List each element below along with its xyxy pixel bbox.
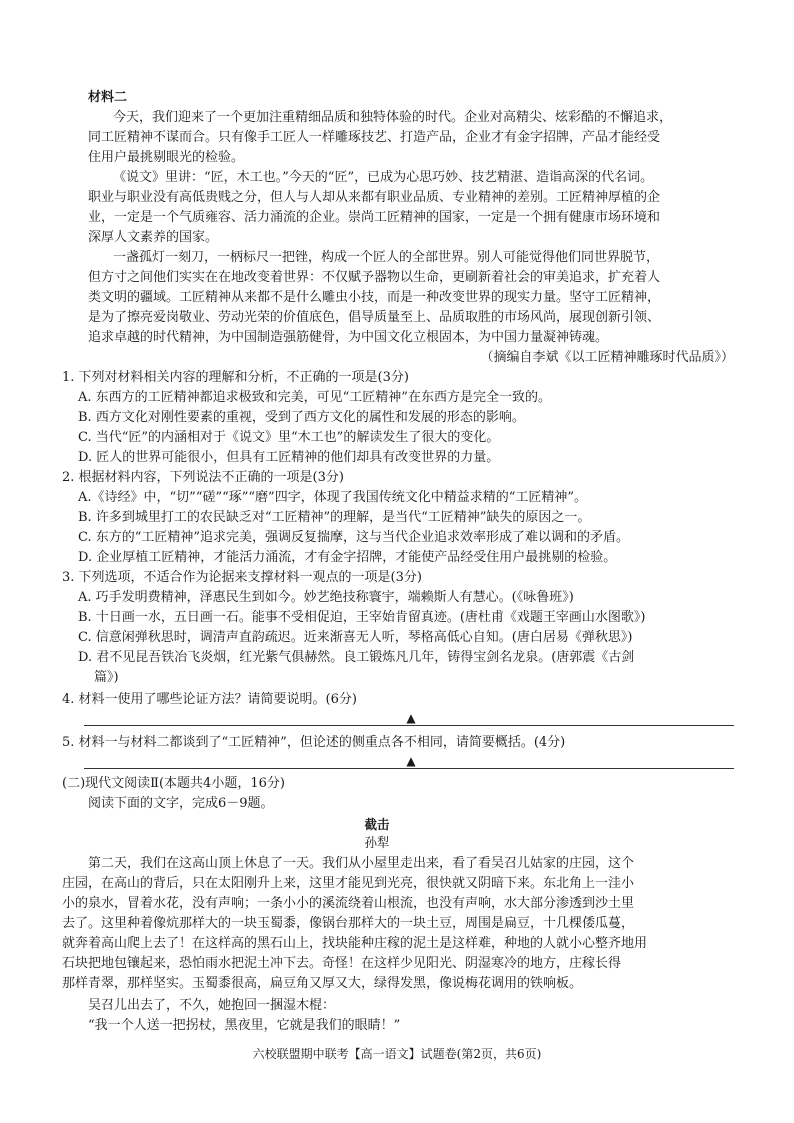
question-option: C. 当代“匠”的内涵相对于《说文》里“木工也”的解读发生了很大的变化。 [78, 430, 500, 445]
question-stem: 2. 根据材料内容，下列说法不正确的一项是(3分) [62, 470, 344, 485]
material2-heading: 材料二 [88, 90, 128, 105]
answer-line[interactable] [84, 768, 734, 769]
answer-line[interactable] [84, 725, 734, 726]
material2-line: 但方寸之间他们实实在在地改变着世界：不仅赋予器物以生命，更刷新着社会的审美追求，扩充着人 [88, 270, 661, 285]
material2-line: 类文明的疆域。工匠精神从来都不是什么雕虫小技，而是一种改变世界的现实力量。坚守工匠精神， [88, 290, 661, 305]
question-option: A. 巧手发明费精神，泽惠民生到如今。妙艺绝技称寰宇，端赖斯人有慧心。(《咏鲁班》) [78, 590, 574, 605]
story-line: 去了。这里种着像炕那样大的一块玉蜀黍，像锅台那样大的一块土豆，周围是扁豆，十几棵倭瓜蔓， [62, 916, 635, 931]
story-line: “我一个人送一把拐杖，黑夜里，它就是我们的眼睛！” [88, 1018, 401, 1033]
question-stem: 1. 下列对材料相关内容的理解和分析，不正确的一项是(3分) [62, 370, 409, 385]
material2-line: 住用户最挑剔眼光的检验。 [88, 150, 245, 165]
question-stem: 5. 材料一与材料二都谈到了“工匠精神”，但论述的侧重点各不相同，请简要概括。(4分) [62, 735, 566, 750]
story-line: 第二天，我们在这高山顶上休息了一天。我们从小屋里走出来，看了看吴召儿姑家的庄园，这个 [88, 856, 635, 871]
question-option: D. 企业厚植工匠精神，才能活力涌流，才有金字招牌，才能使产品经受住用户最挑剔的检验。 [78, 550, 617, 565]
material2-line: 业，一定是一个气质雍容、活力涌流的企业。崇尚工匠精神的国家，一定是一个拥有健康市场环境和 [88, 210, 661, 225]
question-option: A. 东西方的工匠精神都追求极致和完美，可见“工匠精神”在东西方是完全一致的。 [78, 390, 551, 405]
question-option: B. 西方文化对刚性要素的重视，受到了西方文化的属性和发展的形态的影响。 [78, 410, 525, 425]
question-stem: 4. 材料一使用了哪些论证方法？请简要说明。(6分) [62, 692, 357, 707]
story-line: 石块把地包镶起来，恐怕雨水把泥土冲下去。奇怪！在这样少见阳光、阴湿寒冷的地方，庄稼长得 [62, 956, 622, 971]
question-option: C. 东方的“工匠精神”追求完美，强调反复揣摩，这与当代企业追求效率形成了难以调和的矛盾。 [78, 530, 630, 545]
material2-line: 职业与职业没有高低贵贱之分，但人与人却从来都有职业品质、专业精神的差别。工匠精神厚植的企 [88, 190, 661, 205]
material2-source: （摘编自李斌《以工匠精神雕琢时代品质》） [480, 350, 734, 365]
material2-line: 深厚人文素养的国家。 [88, 230, 219, 245]
question-option-continued: 篇》) [94, 670, 119, 685]
question-stem: 3. 下列选项，不适合作为论据来支撑材料一观点的一项是(3分) [62, 570, 422, 585]
material2-line: 一盏孤灯一刻刀，一柄标尺一把锉，构成一个匠人的全部世界。别人可能觉得他们同世界脱节， [113, 250, 660, 265]
section-instruction: 阅读下面的文字，完成6－9题。 [88, 796, 274, 811]
question-option: B. 十日画一水，五日画一石。能事不受相促迫，王宰始肯留真迹。(唐杜甫《戏题王宰画山水图歌》) [78, 610, 646, 625]
story-line: 庄园，在高山的背后，只在太阳刚升上来，这里才能见到光亮，很快就又阴暗下来。东北角上一洼小 [62, 876, 635, 891]
question-option: B. 许多到城里打工的农民缺乏对“工匠精神”的理解，是当代“工匠精神”缺失的原因之一。 [78, 510, 591, 525]
story-title: 截击 [364, 818, 390, 833]
question-option: A.《诗经》中，“切”“磋”“琢”“磨”四字，体现了我国传统文化中精益求精的“工匠精神”。 [78, 490, 587, 505]
page-footer: 六校联盟期中联考【高一语文】试题卷(第2页，共6页) [252, 1047, 542, 1061]
material2-line: 今天，我们迎来了一个更加注重精细品质和独特体验的时代。企业对高精尖、炫彩酷的不懈追求， [113, 110, 673, 125]
answer-mark-triangle: ▲ [406, 711, 416, 725]
section-heading: (二)现代文阅读Ⅱ(本题共4小题，16分) [62, 776, 285, 791]
material2-line: 同工匠精神不谋而合。只有像手工匠人一样雕琢技艺、打造产品，企业才有金字招牌，产品才能经受 [88, 130, 661, 145]
material2-line: 是为了擦亮爱岗敬业、劳动光荣的价值底色，倡导质量至上、品质取胜的市场风尚，展现创新引领、 [88, 310, 661, 325]
story-line: 吴召儿出去了，不久，她抱回一捆湿木棍： [88, 998, 336, 1013]
story-line: 就奔着高山爬上去了！在这样高的黑石山上，找块能种庄稼的泥土是这样难，种地的人就小心整齐地用 [62, 936, 648, 951]
story-line: 小的泉水，冒着水花，没有声响；一条小小的溪流绕着山根流，也没有声响，水大部分渗透到沙土里 [62, 896, 635, 911]
question-option: D. 君不见昆吾铁冶飞炎烟，红光紫气俱赫然。良工锻炼凡几年，铸得宝剑名龙泉。(唐郭震《古剑 [78, 650, 635, 665]
story-line: 那样青翠，那样坚实。玉蜀黍很高，扁豆角又厚又大，绿得发黑，像说梅花调用的铁响板。 [62, 976, 583, 991]
material2-line: 追求卓越的时代精神，为中国制造强筋健骨，为中国文化立根固本，为中国力量凝神铸魂。 [88, 330, 609, 345]
question-option: C. 信意闲弹秋思时，调清声直韵疏迟。近来渐喜无人听，琴格高低心自知。(唐白居易《弹秋思》) [78, 630, 633, 645]
story-author: 孙犁 [364, 836, 390, 851]
question-option: D. 匠人的世界可能很小，但具有工匠精神的他们却具有改变世界的力量。 [78, 450, 500, 465]
material2-line: 《说文》里讲：“匠，木工也。”今天的“匠”，已成为心思巧妙、技艺精湛、造诣高深的代名词。 [113, 170, 654, 185]
answer-mark-triangle: ▲ [406, 754, 416, 768]
